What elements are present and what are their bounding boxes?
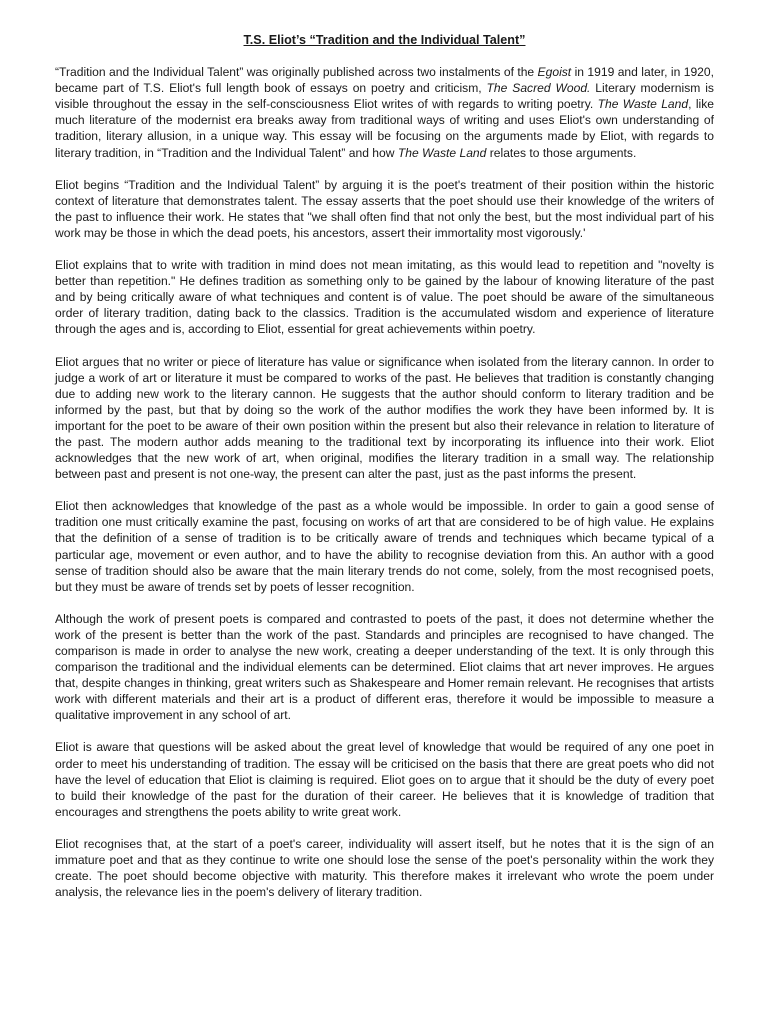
text-run-italic: The Waste Land — [397, 145, 487, 160]
text-run: “Tradition and the Individual Talent” was originally published across two instalments of the — [55, 65, 538, 80]
text-run: Eliot recognises that, at the start of a poet's career, individuality will assert itself, but he notes that it is the sign of an immature poet and that as they continue to write one should lose the sense of the poet's personality within the work they create. The poet should become objective with maturity. This therefore makes it irrelevant who wrote the poem under analysis, the relevance lies in the poem's delivery of literary tradition. — [55, 836, 714, 900]
text-run: Eliot begins “Tradition and the Individual Talent” by arguing it is the poet's treatment of their position within the historic context of literature that demonstrates talent. The essay asserts that the poet should use their knowledge of the writers of the past to influence their work. He states that "we shall often find that not only the best, but the most individual part of his work may be those in which the dead poets, his ancestors, assert their immortality most vigorously.' — [55, 177, 714, 240]
text-run: , like much literature of the modernist era breaks away from traditional ways of writing and uses Eliot's own understanding of tradition, literary allusion, in a unique way. This essay will be focusing on the arguments made by Eliot, with regards to literary tradition, in “Tradition and the Individual Talent” and how — [55, 97, 714, 160]
paragraph-3 — [55, 257, 714, 337]
paragraph-7 — [55, 739, 714, 819]
text-run: Eliot explains that to write with tradition in mind does not mean imitating, as this would lead to repetition and "novelty is better than repetition." He defines tradition as something only to be gained by the labour of knowing literature of the past and by being critically aware of what techniques and content is of value. The poet should be aware of the simultaneous order of literary tradition, dating back to the classics. Tradition is the accumulated wisdom and experience of literature through the ages and is, according to Eliot, essential for great achievements within poetry. — [55, 258, 714, 337]
paragraph-2 — [55, 177, 714, 241]
text-run: Eliot then acknowledges that knowledge of the past as a whole would be impossible. In order to gain a good sense of tradition one must critically examine the past, focusing on works of art that are considered to be of high value. He explains that the definition of a sense of tradition is to be critically aware of trends and techniques which became typical of a particular age, movement or even author, and to have the ability to recognise deviation from this. An author with a good sense of tradition should also be aware that the main literary trends do not come, solely, from the most recognised poets, but they must be aware of trends set by poets of lesser recognition. — [55, 499, 714, 594]
text-run: Eliot argues that no writer or piece of literature has value or significance when isolated from the literary cannon. In order to judge a work of art or literature it must be compared to works of the past. He believes that tradition is constantly changing due to adding new work to the literary cannon. He suggests that the author should conform to literary tradition and be informed by the past, but that by doing so the work of the author modifies the work they have been informed by. It is important for the poet to be aware of their own position within the present but also their relevance in relation to literature of the past. The modern author adds meaning to the traditional text by incorporating its influence into their work. Eliot acknowledges that the new work of art, when original, modifies the literary tradition in a small way. The relationship between past and present is not one-way, the present can alter the past, just as the past informs the present. — [55, 354, 714, 482]
paragraph-1 — [55, 64, 714, 161]
document-page — [55, 32, 714, 900]
paragraph-5 — [55, 498, 714, 595]
paragraph-6 — [55, 611, 714, 724]
text-run: Literary modernism is visible throughout the essay in the self-consciousness Eliot writes of with regards to writing poetry. — [55, 81, 714, 112]
text-run: relates to those arguments. — [486, 145, 637, 160]
text-run: Eliot is aware that questions will be asked about the great level of knowledge that would be required of any one poet in order to meet his understanding of tradition. The essay will be criticised on the basis that there are great poets who did not have the level of education that Eliot is claiming is required. Eliot goes on to argue that it should be the duty of every poet to build their knowledge of the past for the duration of their career. He believes that it is knowledge of tradition that encourages and strengthens the poets ability to write great work. — [55, 740, 714, 819]
paragraph-8 — [55, 836, 714, 900]
text-run: in 1919 and later, in 1920, became part of T.S. Eliot's full length book of essays on poetry and criticism, — [55, 65, 714, 96]
text-run-italic: The Sacred Wood. — [486, 81, 591, 96]
text-run: Although the work of present poets is compared and contrasted to poets of the past, it does not determine whether the work of the present is better than the work of the past. Standards and principles are recognised to have changed. The comparison is made in order to analyse the new work, creating a deeper understanding of the text. It is only through this comparison the traditional and the individual elements can be determined. Eliot claims that art never improves. He argues that, despite changes in thinking, great writers such as Shakespeare and Homer remain relevant. He recognises that artists work with different materials and their art is a product of different eras, therefore it would be impossible to measure a qualitative improvement in any school of art. — [55, 611, 714, 723]
document-title: T.S. Eliot’s “Tradition and the Individual Talent” — [243, 33, 526, 47]
text-run-italic: Egoist — [537, 65, 572, 80]
text-run-italic: The Waste Land — [597, 97, 689, 112]
paragraph-4 — [55, 354, 714, 483]
